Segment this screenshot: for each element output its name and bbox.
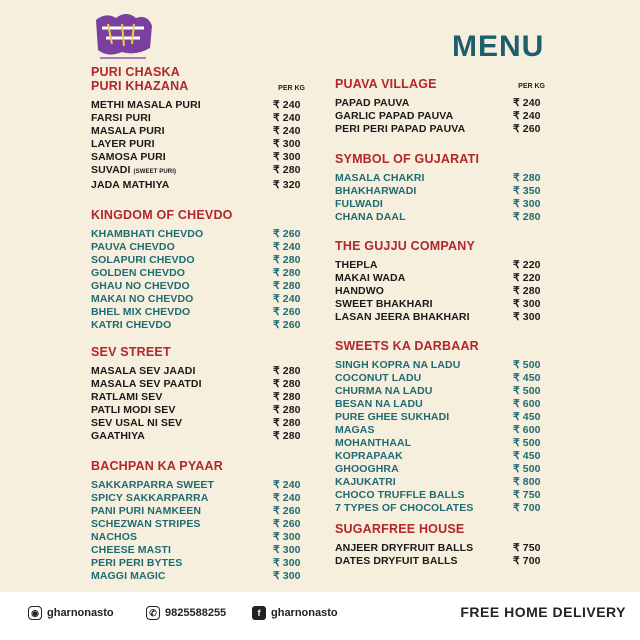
menu-item	[335, 97, 545, 110]
item-name-text: PERI PERI PAPAD PAUVA	[335, 123, 466, 135]
menu-item	[91, 99, 305, 112]
item-price: ₹ 320	[273, 179, 301, 191]
item-note: (SWEET PURI)	[133, 169, 177, 175]
section-header	[91, 208, 305, 222]
item-price: ₹ 280	[273, 365, 301, 377]
instagram-link[interactable]	[28, 606, 114, 620]
item-name	[91, 492, 208, 505]
item-price: ₹ 300	[273, 544, 301, 556]
menu-item	[335, 476, 545, 489]
item-name-text: SCHEZWAN STRIPES	[91, 518, 201, 530]
per-kg-label: PER KG	[518, 83, 545, 90]
item-name-text: DATES DRYFUIT BALLS	[335, 555, 458, 567]
item-price: ₹ 240	[273, 241, 301, 253]
item-price: ₹ 700	[513, 502, 541, 514]
item-list	[91, 99, 305, 192]
item-name-text: GARLIC PAPAD PAUVA	[335, 110, 454, 122]
item-name	[91, 531, 137, 544]
item-name-text: MAGAS	[335, 424, 375, 436]
menu-item	[91, 112, 305, 125]
section-header	[335, 522, 545, 536]
item-price: ₹ 700	[513, 555, 541, 567]
item-name	[335, 211, 406, 224]
section-title: SUGARFREE HOUSE	[335, 522, 465, 536]
item-name-text: METHI MASALA PURI	[91, 99, 201, 111]
item-name-text: BHAKHARWADI	[335, 185, 417, 197]
item-name	[91, 430, 145, 443]
item-name-text: SINGH KOPRA NA LADU	[335, 359, 461, 371]
item-name-text: ANJEER DRYFRUIT BALLS	[335, 542, 474, 554]
item-list	[91, 479, 305, 583]
menu-item	[91, 570, 305, 583]
item-name	[91, 254, 195, 267]
item-name	[335, 110, 453, 123]
item-price: ₹ 500	[513, 437, 541, 449]
item-name-text: PAUVA CHEVDO	[91, 241, 175, 253]
item-list	[335, 542, 545, 568]
item-price: ₹ 260	[273, 228, 301, 240]
menu-item	[91, 228, 305, 241]
item-list	[335, 259, 545, 324]
menu-item	[335, 398, 545, 411]
per-kg-label: PER KG	[278, 85, 305, 92]
item-name-text: FARSI PURI	[91, 112, 151, 124]
item-name-text: 7 TYPES OF CHOCOLATES	[335, 502, 474, 514]
section-title: BACHPAN KA PYAAR	[91, 459, 223, 473]
item-price: ₹ 300	[513, 311, 541, 323]
section-header	[91, 345, 305, 359]
item-name-text: COCONUT LADU	[335, 372, 422, 384]
item-price: ₹ 260	[273, 505, 301, 517]
item-price: ₹ 260	[513, 123, 541, 135]
item-price: ₹ 240	[513, 97, 541, 109]
item-name	[91, 151, 166, 164]
section-header	[91, 65, 305, 93]
item-price: ₹ 280	[273, 267, 301, 279]
item-name-text: KOPRAPAAK	[335, 450, 403, 462]
item-name-text: GAATHIYA	[91, 430, 145, 442]
menu-item	[335, 211, 545, 224]
section-header	[335, 152, 545, 166]
item-price: ₹ 260	[273, 319, 301, 331]
item-price: ₹ 300	[513, 298, 541, 310]
item-price: ₹ 500	[513, 359, 541, 371]
item-price: ₹ 240	[273, 125, 301, 137]
item-price: ₹ 300	[273, 138, 301, 150]
menu-item	[91, 378, 305, 391]
menu-item	[91, 125, 305, 138]
menu-item	[91, 267, 305, 280]
menu-item	[335, 424, 545, 437]
item-name-text: BHEL MIX CHEVDO	[91, 306, 191, 318]
item-list	[335, 97, 545, 136]
menu-item	[335, 185, 545, 198]
menu-item	[335, 198, 545, 211]
menu-item	[91, 254, 305, 267]
menu-item	[91, 179, 305, 192]
instagram-icon: ◉	[28, 606, 42, 620]
menu-item	[91, 293, 305, 306]
item-price: ₹ 240	[273, 492, 301, 504]
menu-item	[335, 298, 545, 311]
menu-item	[335, 123, 545, 136]
section-title: SWEETS KA DARBAAR	[335, 339, 479, 353]
item-price: ₹ 240	[273, 479, 301, 491]
item-name-text: MASALA PURI	[91, 125, 165, 137]
item-name-text: CHANA DAAL	[335, 211, 406, 223]
item-name	[335, 259, 378, 272]
item-name	[91, 306, 190, 319]
item-price: ₹ 220	[513, 272, 541, 284]
item-name	[91, 228, 203, 241]
item-name	[91, 404, 175, 417]
item-name	[91, 417, 182, 430]
item-name	[335, 198, 383, 211]
item-name	[91, 125, 165, 138]
item-name	[91, 557, 182, 570]
menu-item	[335, 359, 545, 372]
item-name	[91, 99, 201, 112]
item-name-text: CHEESE MASTI	[91, 544, 171, 556]
item-name-text: GHAU NO CHEVDO	[91, 280, 190, 292]
facebook-handle: gharnonasto	[271, 607, 338, 619]
item-name-text: MASALA CHAKRI	[335, 172, 425, 184]
menu-item	[335, 463, 545, 476]
menu-item	[335, 450, 545, 463]
menu-item	[335, 411, 545, 424]
menu-item	[91, 164, 305, 179]
item-name-text: RATLAMI SEV	[91, 391, 163, 403]
item-name-text: SAMOSA PURI	[91, 151, 166, 163]
item-price: ₹ 300	[273, 151, 301, 163]
whatsapp-icon: ✆	[146, 606, 160, 620]
facebook-link[interactable]	[252, 606, 338, 620]
item-list	[91, 228, 305, 332]
menu-item	[91, 241, 305, 254]
item-price: ₹ 450	[513, 450, 541, 462]
item-price: ₹ 280	[273, 254, 301, 266]
menu-section	[91, 208, 305, 332]
item-price: ₹ 240	[273, 99, 301, 111]
item-name-text: GHOOGHRA	[335, 463, 399, 475]
facebook-icon: f	[252, 606, 266, 620]
menu-item	[335, 489, 545, 502]
menu-item	[91, 518, 305, 531]
item-name-text: SEV USAL NI SEV	[91, 417, 183, 429]
item-price: ₹ 280	[273, 164, 301, 176]
item-name-text: LASAN JEERA BHAKHARI	[335, 311, 470, 323]
menu-item	[91, 557, 305, 570]
item-name	[335, 450, 403, 463]
item-price: ₹ 300	[273, 570, 301, 582]
item-price: ₹ 800	[513, 476, 541, 488]
menu-section	[335, 239, 545, 324]
item-name-text: MAGGI MAGIC	[91, 570, 166, 582]
item-name-text: MAKAI NO CHEVDO	[91, 293, 194, 305]
item-name-text: CHURMA NA LADU	[335, 385, 433, 397]
item-name-text: NACHOS	[91, 531, 138, 543]
section-title: KINGDOM OF CHEVDO	[91, 208, 233, 222]
item-name	[335, 555, 458, 568]
item-name-text: SUVADI	[91, 164, 131, 176]
menu-section	[335, 77, 545, 136]
item-price: ₹ 240	[513, 110, 541, 122]
section-title: SEV STREET	[91, 345, 171, 359]
item-name	[335, 385, 432, 398]
item-name	[335, 411, 449, 424]
item-name-text: JADA MATHIYA	[91, 179, 170, 191]
menu-item	[91, 417, 305, 430]
item-name	[335, 311, 470, 324]
menu-item	[91, 505, 305, 518]
whatsapp-number: 9825588255	[165, 607, 227, 619]
item-name-text: PANI PURI NAMKEEN	[91, 505, 202, 517]
item-price: ₹ 750	[513, 542, 541, 554]
menu-item	[91, 430, 305, 443]
menu-item	[335, 259, 545, 272]
item-name	[335, 463, 399, 476]
item-name-text: SPICY SAKKARPARRA	[91, 492, 209, 504]
menu-item	[335, 285, 545, 298]
menu-section	[335, 522, 545, 568]
menu-section	[91, 345, 305, 443]
menu-item	[91, 138, 305, 151]
menu-item	[335, 372, 545, 385]
item-price: ₹ 500	[513, 463, 541, 475]
item-price: ₹ 220	[513, 259, 541, 271]
menu-item	[91, 319, 305, 332]
item-name-text: MAKAI WADA	[335, 272, 406, 284]
menu-item	[335, 437, 545, 450]
item-list	[91, 365, 305, 443]
menu-section	[335, 339, 545, 515]
item-name-text: SOLAPURI CHEVDO	[91, 254, 195, 266]
item-name	[335, 97, 409, 110]
item-name	[91, 570, 166, 583]
section-header	[335, 239, 545, 253]
menu-item	[335, 272, 545, 285]
menu-item	[335, 555, 545, 568]
item-name-text: KAJUKATRI	[335, 476, 396, 488]
item-name	[91, 293, 193, 306]
item-price: ₹ 300	[273, 557, 301, 569]
item-name	[91, 378, 202, 391]
right-menu-column	[335, 77, 545, 568]
left-menu-column	[91, 65, 305, 583]
item-name	[91, 319, 171, 332]
menu-item	[91, 365, 305, 378]
item-name	[91, 365, 195, 378]
page-title: MENU	[452, 30, 545, 63]
item-name-text: FULWADI	[335, 198, 383, 210]
item-name-text: SAKKARPARRA SWEET	[91, 479, 215, 491]
item-name-text: MASALA SEV PAATDI	[91, 378, 202, 390]
item-name	[335, 172, 425, 185]
menu-section	[91, 65, 305, 192]
item-list	[335, 172, 545, 224]
item-name	[335, 123, 465, 136]
item-name	[91, 267, 185, 280]
section-title: SYMBOL OF GUJARATI	[335, 152, 480, 166]
section-title: PURI CHASKA PURI KHAZANA	[91, 65, 189, 93]
item-name	[335, 298, 433, 311]
item-name-text: SWEET BHAKHARI	[335, 298, 433, 310]
logo-icon	[86, 10, 160, 64]
delivery-banner: FREE HOME DELIVERY	[460, 604, 626, 620]
menu-item	[91, 531, 305, 544]
item-name-text: CHOCO TRUFFLE BALLS	[335, 489, 465, 501]
whatsapp-link[interactable]	[146, 606, 226, 620]
item-price: ₹ 280	[273, 417, 301, 429]
item-price: ₹ 240	[273, 112, 301, 124]
item-price: ₹ 280	[273, 391, 301, 403]
item-name-text: GOLDEN CHEVDO	[91, 267, 186, 279]
item-name-text: MOHANTHAAL	[335, 437, 412, 449]
item-name	[335, 359, 460, 372]
item-price: ₹ 280	[513, 211, 541, 223]
menu-item	[335, 385, 545, 398]
item-price: ₹ 600	[513, 424, 541, 436]
menu-item	[91, 151, 305, 164]
item-price: ₹ 260	[273, 306, 301, 318]
menu-item	[91, 479, 305, 492]
item-name	[91, 505, 201, 518]
item-name	[91, 138, 155, 151]
item-name	[335, 372, 421, 385]
item-name	[335, 424, 375, 437]
item-name-text: PURE GHEE SUKHADI	[335, 411, 450, 423]
menu-item	[91, 492, 305, 505]
menu-item	[335, 172, 545, 185]
item-name	[335, 285, 384, 298]
item-price: ₹ 450	[513, 411, 541, 423]
section-title: THE GUJJU COMPANY	[335, 239, 475, 253]
item-name	[91, 544, 171, 557]
menu-item	[91, 544, 305, 557]
item-price: ₹ 350	[513, 185, 541, 197]
item-name-text: LAYER PURI	[91, 138, 155, 150]
item-name	[335, 502, 473, 515]
item-price: ₹ 260	[273, 518, 301, 530]
menu-item	[91, 306, 305, 319]
section-header	[335, 339, 545, 353]
item-name	[91, 391, 163, 404]
menu-item	[335, 110, 545, 123]
item-name-text: PAPAD PAUVA	[335, 97, 410, 109]
item-name-text: KHAMBHATI CHEVDO	[91, 228, 204, 240]
item-price: ₹ 300	[513, 198, 541, 210]
menu-item	[335, 311, 545, 324]
item-name	[91, 112, 151, 125]
menu-item	[91, 280, 305, 293]
item-name	[335, 272, 405, 285]
item-name	[335, 476, 396, 489]
item-name-text: PERI PERI BYTES	[91, 557, 183, 569]
item-name	[335, 542, 473, 555]
menu-item	[335, 502, 545, 515]
item-name-text: THEPLA	[335, 259, 378, 271]
menu-section	[335, 152, 545, 224]
item-name	[91, 179, 169, 192]
item-name	[335, 398, 423, 411]
section-header	[335, 77, 545, 91]
instagram-handle: gharnonasto	[47, 607, 114, 619]
item-name	[335, 489, 465, 502]
menu-item	[335, 542, 545, 555]
item-list	[335, 359, 545, 515]
item-price: ₹ 500	[513, 385, 541, 397]
item-price: ₹ 280	[513, 172, 541, 184]
footer-bar	[0, 592, 640, 640]
section-header	[91, 459, 305, 473]
item-price: ₹ 280	[273, 378, 301, 390]
item-name	[335, 185, 416, 198]
item-price: ₹ 300	[273, 531, 301, 543]
item-price: ₹ 280	[273, 280, 301, 292]
item-name-text: MASALA SEV JAADI	[91, 365, 196, 377]
menu-item	[91, 391, 305, 404]
item-name-text: HANDWO	[335, 285, 385, 297]
item-price: ₹ 280	[273, 430, 301, 442]
item-name	[91, 518, 201, 531]
section-title: PUAVA VILLAGE	[335, 77, 437, 91]
item-name	[91, 280, 190, 293]
item-name	[335, 437, 411, 450]
item-price: ₹ 240	[273, 293, 301, 305]
item-name	[91, 241, 175, 254]
item-name	[91, 164, 176, 179]
item-price: ₹ 600	[513, 398, 541, 410]
item-price: ₹ 280	[273, 404, 301, 416]
item-name-text: PATLI MODI SEV	[91, 404, 176, 416]
item-price: ₹ 450	[513, 372, 541, 384]
menu-section	[91, 459, 305, 583]
item-price: ₹ 750	[513, 489, 541, 501]
item-price: ₹ 280	[513, 285, 541, 297]
menu-item	[91, 404, 305, 417]
item-name-text: BESAN NA LADU	[335, 398, 423, 410]
item-name-text: KATRI CHEVDO	[91, 319, 172, 331]
item-name	[91, 479, 214, 492]
